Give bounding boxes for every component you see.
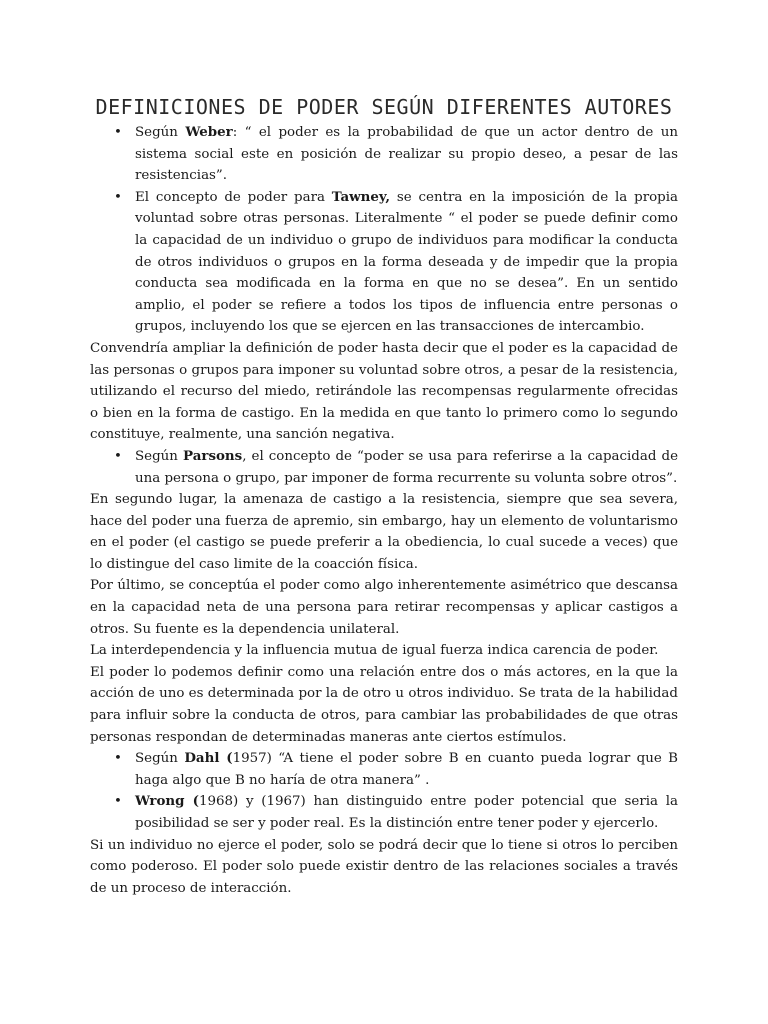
list-item-wrong — [90, 791, 678, 834]
bullet-list-3 — [90, 748, 678, 834]
paragraph-4: La interdependencia y la influencia mutua de igual fuerza indica carencia de poder. — [90, 643, 659, 659]
paragraph-5: El poder lo podemos definir como una relación entre dos o más actores, en la que la acción de uno es determinada por la de otro u otros individuo. Se trata de la habilidad para influir sobre la conducta de otros, para cambiar las probabilidades de que otras personas respondan de determinadas maneras ante ciertos estímulos. — [90, 664, 678, 745]
paragraph-1: Convendría ampliar la definición de poder hasta decir que el poder es la capacidad de las personas o grupos para imponer su voluntad sobre otros, a pesar de la resistencia, utilizando el recurso del miedo, retirándole las recompensas regularmente ofrecidas o bien en la forma de castigo. En la medida en que tanto lo primero como lo segundo constituye, realmente, una sanción negativa. — [90, 340, 678, 443]
text-post: se centra en la imposición de la propia voluntad sobre otras personas. Literalmente “ el poder se puede definir como la capacidad de un individuo o grupo de individuos para modificar la conducta de otros individuos o grupos en la forma deseada y de impedir que la propia conducta sea modificada en la forma en que no se desea”. En un sentido amplio, el poder se refiere a todos los tipos de influencia entre personas o grupos, incluyendo los que se ejercen en las transacciones de intercambio. — [135, 189, 678, 335]
author-name: Wrong ( — [135, 793, 199, 810]
text-pre: Según — [135, 125, 186, 140]
bullet-list-2 — [90, 446, 678, 489]
text-post: , el concepto de “poder se usa para referirse a la capacidad de una persona o grupo, par imponer de forma recurrente su volunta sobre otros”. — [135, 448, 678, 486]
text-pre: Según — [135, 751, 185, 767]
paragraph-6: Si un individuo no ejerce el poder, solo se podrá decir que lo tiene si otros lo perciben como poderoso. El poder solo puede existir dentro de las relaciones sociales a través de un proceso de interacción. — [90, 837, 678, 896]
author-name: Weber — [185, 124, 233, 140]
document-title: DEFINICIONES DE PODER SEGÚN DIFERENTES AUTORES — [95, 95, 673, 119]
bullet-list-1 — [90, 122, 678, 338]
bullet-icon: • — [114, 189, 122, 205]
bullet-icon: • — [114, 448, 122, 464]
text-pre: El concepto de poder para — [135, 189, 332, 205]
author-name: Tawney, — [331, 188, 391, 205]
text-post: 1957) “A tiene el poder sobre B en cuanto pueda lograr que B haga algo que B no haría de otra manera” . — [135, 751, 678, 788]
text-post: 1968) y (1967) han distinguido entre poder potencial que seria la posibilidad se ser y poder real. Es la distinción entre tener poder y ejercerlo. — [135, 794, 678, 831]
bullet-icon: • — [114, 751, 122, 767]
list-item-parsons — [90, 446, 678, 489]
bullet-icon: • — [114, 125, 122, 140]
list-item-dahl — [90, 748, 678, 791]
text-post: : “ el poder es la probabilidad de que un actor dentro de un sistema social este en posición de realizar su propio deseo, a pesar de las resistencias”. — [135, 125, 678, 184]
paragraph-3: Por último, se conceptúa el poder como algo inherentemente asimétrico que descansa en la capacidad neta de una persona para retirar recompensas y aplicar castigos a otros. Su fuente es la dependencia unilateral. — [90, 578, 678, 637]
paragraph-2: En segundo lugar, la amenaza de castigo a la resistencia, siempre que sea severa, hace del poder una fuerza de apremio, sin embargo, hay un elemento de voluntarismo en el poder (el castigo se puede preferir a la obediencia, lo cual sucede a veces) que lo distingue del caso limite de la coacción física. — [90, 492, 678, 572]
author-name: Dahl ( — [184, 750, 233, 767]
list-item-weber — [90, 122, 678, 187]
bullet-icon: • — [114, 794, 122, 810]
list-item-tawney — [90, 187, 678, 338]
document-page — [90, 93, 678, 899]
text-pre: Según — [135, 448, 183, 464]
author-name: Parsons — [183, 447, 243, 464]
